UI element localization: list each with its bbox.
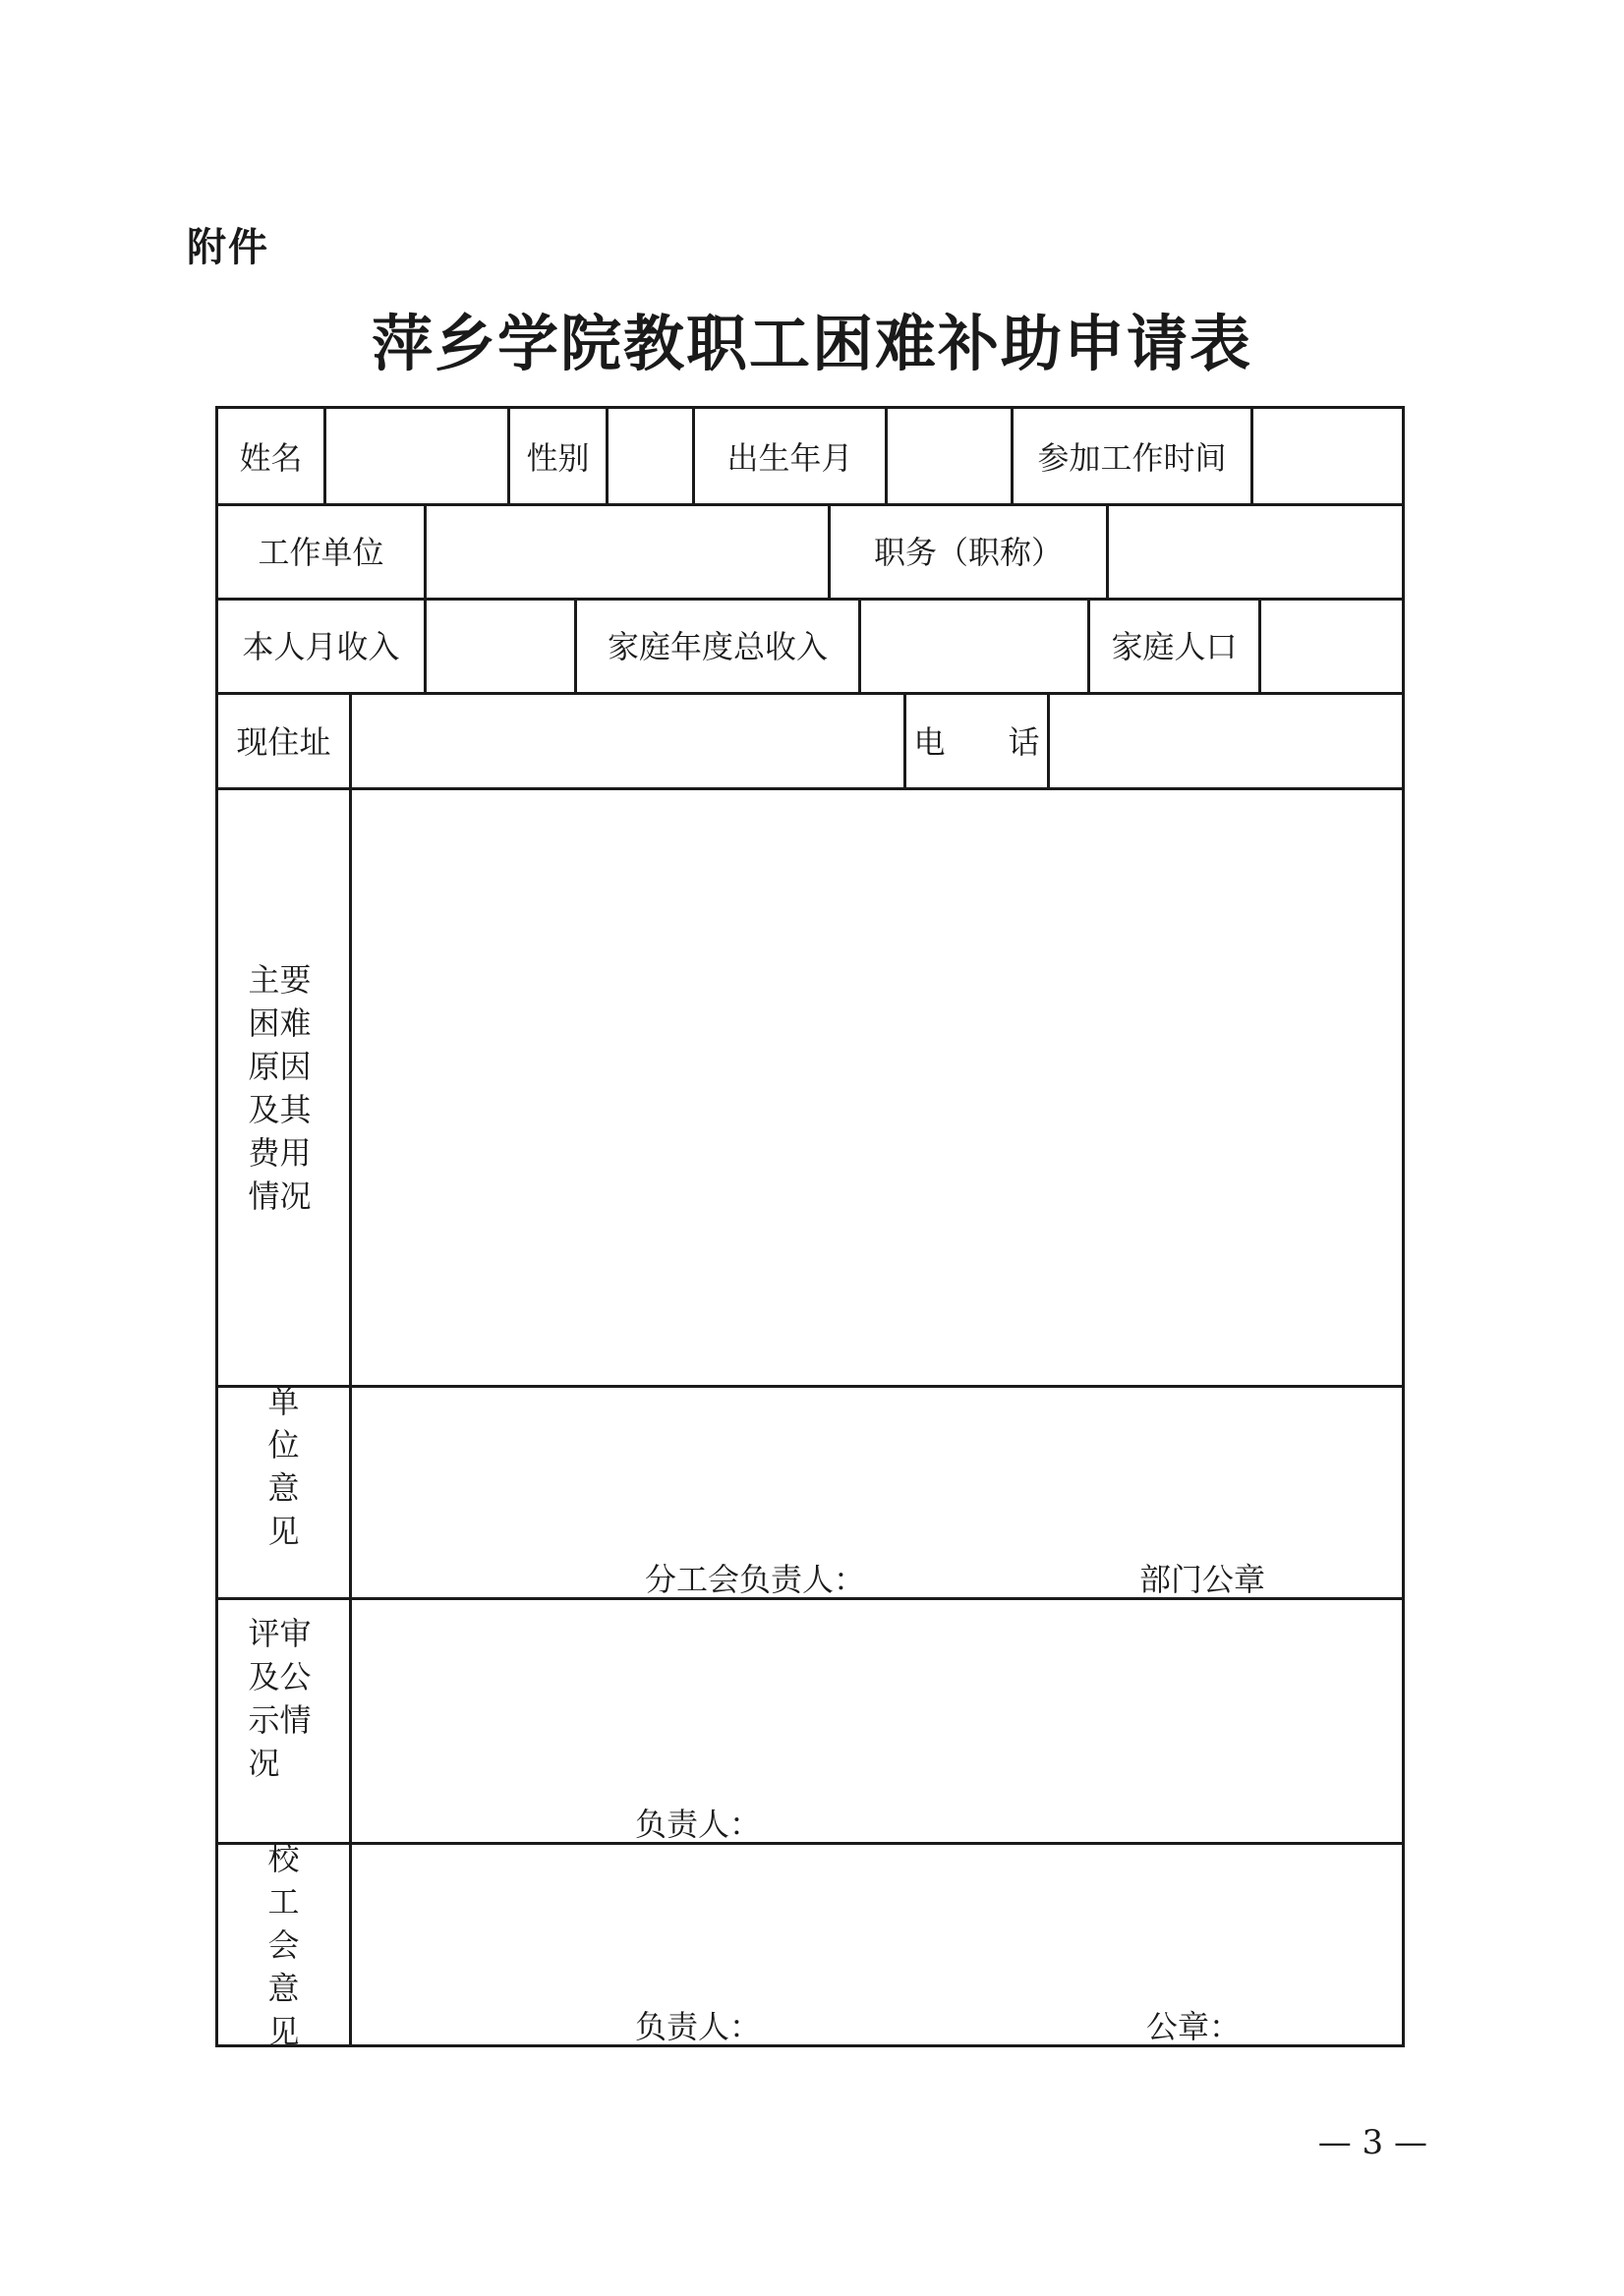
page-title: 萍乡学院教职工困难补助申请表 [371,308,1252,379]
unit-opinion-section-label [218,1383,349,1550]
attachment-label: 附件 [187,225,269,270]
difficulty-section-label [218,790,349,1385]
application-form-table [215,406,1405,2050]
gender-label: 性别 [526,439,590,477]
union-opinion-field[interactable] [352,1845,1402,2044]
birth-date-label: 出生年月 [726,439,853,477]
union-opinion-label-text: 校工会意见 [267,1839,300,2050]
page-number: — 3 — [1317,2123,1427,2162]
unit-opinion-label-text: 单位意见 [267,1383,300,1550]
department-seal-label: 部门公章 [1139,1561,1266,1598]
family-income-label: 家庭年度总收入 [607,628,828,665]
gender-field[interactable] [609,409,692,503]
monthly-income-label: 本人月收入 [242,628,400,665]
review-label-text: 评审及公示情况 [248,1615,312,1782]
phone-label: 电 话 [913,722,1040,761]
monthly-income-field[interactable] [427,598,574,692]
review-responsible-label: 负责人： [635,1806,762,1843]
position-field[interactable] [1109,503,1402,598]
branch-union-responsible-label: 分工会负责人： [645,1561,866,1598]
union-seal-label: 公章： [1146,2008,1242,2045]
difficulty-description-field[interactable] [352,790,1402,1385]
review-section-label [218,1600,349,1797]
name-field[interactable] [326,409,507,503]
work-unit-field[interactable] [427,503,828,598]
phone-field[interactable] [1050,692,1402,787]
family-size-label: 家庭人口 [1111,628,1238,665]
union-opinion-section-label [218,1839,349,2050]
review-field[interactable] [352,1600,1402,1842]
address-field[interactable] [352,692,903,787]
union-responsible-label: 负责人： [635,2008,762,2045]
position-label: 职务（职称） [873,534,1063,571]
birth-date-field[interactable] [888,409,1011,503]
work-start-label: 参加工作时间 [1037,439,1227,477]
work-start-field[interactable] [1253,409,1402,503]
family-income-field[interactable] [861,598,1087,692]
family-size-field[interactable] [1261,598,1402,692]
work-unit-label: 工作单位 [258,534,384,571]
name-label: 姓名 [239,439,303,477]
address-label: 现住址 [236,722,331,761]
difficulty-label-text: 主要困难原因及其费用情况 [248,960,312,1215]
